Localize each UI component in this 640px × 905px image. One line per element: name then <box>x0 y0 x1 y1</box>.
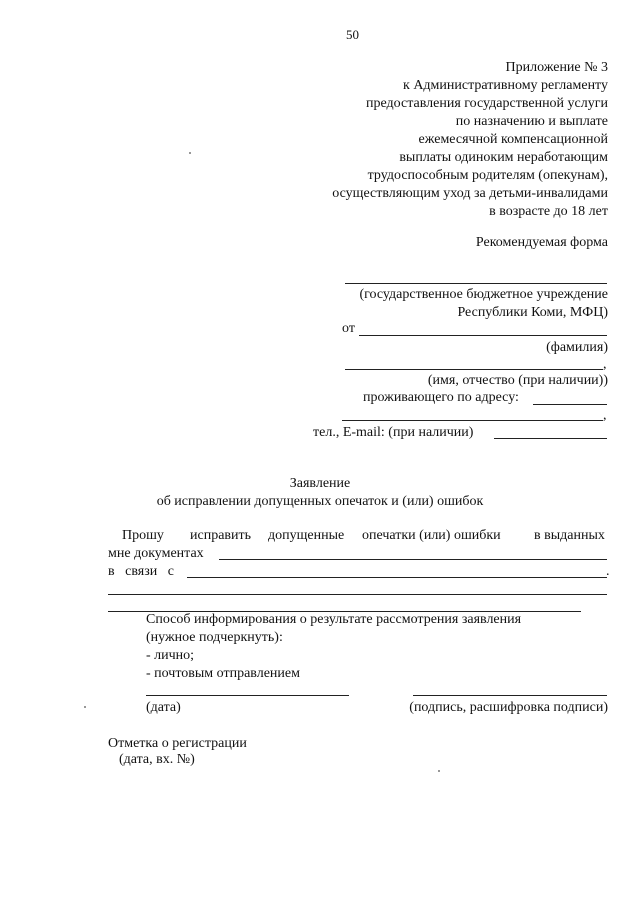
address-line-comma: , <box>603 408 607 423</box>
reason-period: . <box>606 564 610 579</box>
address-blank-line-1 <box>533 404 607 405</box>
request-word-1: Прошу <box>122 528 164 543</box>
documents-label: мне документах <box>108 546 204 561</box>
contacts-blank-line <box>494 438 607 439</box>
request-word-2: исправить <box>190 528 252 543</box>
reason-blank-line <box>187 577 607 578</box>
recommended-form-label: Рекомендуемая форма <box>475 235 608 250</box>
notification-heading: Способ информирования о результате рассмотрения заявления <box>146 612 522 627</box>
appendix-line-1: Приложение № 3 <box>505 60 608 75</box>
statement-subtitle: об исправлении допущенных опечаток и (или) ошибок <box>156 494 484 509</box>
registration-label: Отметка о регистрации <box>108 736 247 751</box>
name-hint: (имя, отчество (при наличии)) <box>427 373 608 388</box>
appendix-line-9: в возрасте до 18 лет <box>489 204 608 219</box>
appendix-line-4: по назначению и выплате <box>455 114 608 129</box>
request-word-5: в выданных <box>534 528 605 543</box>
from-label: от <box>342 321 355 336</box>
address-label: проживающего по адресу: <box>363 390 519 405</box>
notification-option-personal: - лично; <box>146 648 195 663</box>
request-word-3: допущенные <box>268 528 345 543</box>
statement-title: Заявление <box>289 476 351 491</box>
surname-hint: (фамилия) <box>546 340 608 355</box>
notification-option-mail: - почтовым отправлением <box>146 666 300 681</box>
address-blank-line-2 <box>342 420 603 421</box>
extra-blank-line-1 <box>108 594 607 595</box>
institution-hint-line-2: Республики Коми, МФЦ) <box>457 305 608 320</box>
institution-blank-line <box>345 283 607 284</box>
page-number: 50 <box>346 27 359 42</box>
signature-blank-line <box>413 695 607 696</box>
appendix-line-8: осуществляющим уход за детьми-инвалидами <box>332 186 608 201</box>
appendix-line-6: выплаты одиноким неработающим <box>399 150 608 165</box>
documents-blank-line <box>219 559 607 560</box>
date-blank-line <box>146 695 349 696</box>
scan-speck <box>189 152 191 154</box>
scan-speck <box>438 770 440 772</box>
appendix-line-3: предоставления государственной услуги <box>366 96 608 111</box>
date-hint: (дата) <box>146 700 181 715</box>
contacts-label: тел., E-mail: (при наличии) <box>313 425 474 440</box>
from-blank-line <box>359 335 607 336</box>
appendix-line-7: трудоспособным родителям (опекунам), <box>367 168 608 183</box>
institution-hint-line-1: (государственное бюджетное учреждение <box>359 287 608 302</box>
name-blank-line <box>345 369 603 370</box>
scan-speck <box>84 706 86 708</box>
appendix-line-2: к Административному регламенту <box>403 78 608 93</box>
signature-hint: (подпись, расшифровка подписи) <box>409 700 608 715</box>
name-line-comma: , <box>603 357 607 372</box>
request-word-4: опечатки (или) ошибки <box>362 528 501 543</box>
reason-label: в связи с <box>108 564 174 579</box>
appendix-line-5: ежемесячной компенсационной <box>418 132 608 147</box>
notification-hint: (нужное подчеркнуть): <box>146 630 283 645</box>
registration-hint: (дата, вх. №) <box>119 752 195 767</box>
